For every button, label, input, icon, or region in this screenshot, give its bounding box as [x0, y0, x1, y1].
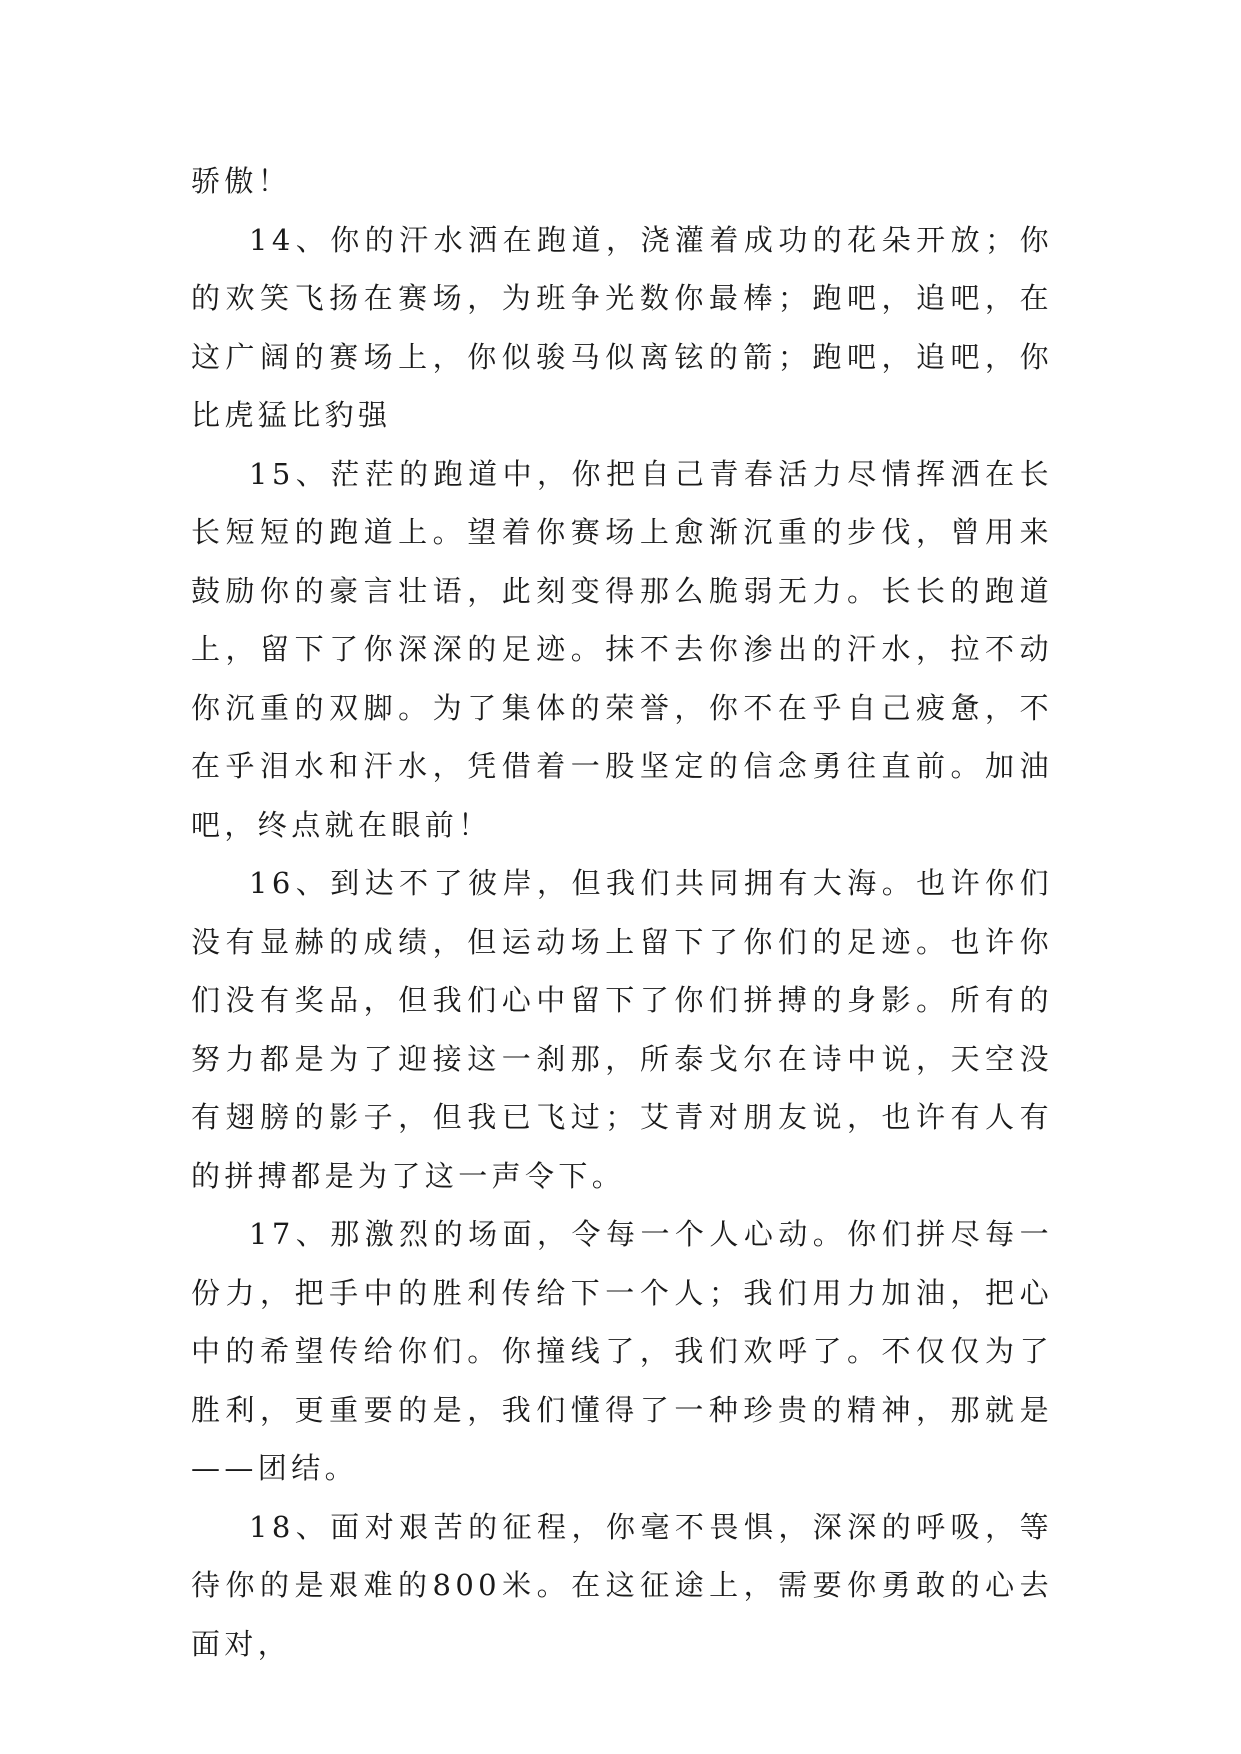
paragraph-15: 15、茫茫的跑道中，你把自己青春活力尽情挥洒在长长短短的跑道上。望着你赛场上愈渐沉重的步伐，曾用来鼓励你的豪言壮语，此刻变得那么脆弱无力。长长的跑道上，留下了你深深的足迹。抹不去你渗出的汗水，拉不动你沉重的双脚。为了集体的荣誉，你不在乎自己疲惫，不在乎泪水和汗水，凭借着一股坚定的信念勇往直前。加油吧，终点就在眼前！ [191, 456, 1053, 842]
document-body [191, 152, 1053, 1673]
paragraph-continuation: 骄傲！ [191, 164, 292, 198]
paragraph-16: 16、到达不了彼岸，但我们共同拥有大海。也许你们没有显赫的成绩，但运动场上留下了你们的足迹。也许你们没有奖品，但我们心中留下了你们拼搏的身影。所有的努力都是为了迎接这一刹那，所泰戈尔在诗中说，天空没有翅膀的影子，但我已飞过；艾青对朋友说，也许有人有的拼搏都是为了这一声令下。 [191, 866, 1053, 1193]
paragraph-18: 18、面对艰苦的征程，你毫不畏惧，深深的呼吸，等待你的是艰难的800米。在这征途上，需要你勇敢的心去面对， [191, 1509, 1053, 1661]
paragraph-17: 17、那激烈的场面，令每一个人心动。你们拼尽每一份力，把手中的胜利传给下一个人；我们用力加油，把心中的希望传给你们。你撞线了，我们欢呼了。不仅仅为了胜利，更重要的是，我们懂得了一种珍贵的精神，那就是——团结。 [191, 1217, 1053, 1485]
paragraph-14: 14、你的汗水洒在跑道，浇灌着成功的花朵开放；你的欢笑飞扬在赛场，为班争光数你最棒；跑吧，追吧，在这广阔的赛场上，你似骏马似离铉的箭；跑吧，追吧，你比虎猛比豹强 [191, 222, 1053, 432]
